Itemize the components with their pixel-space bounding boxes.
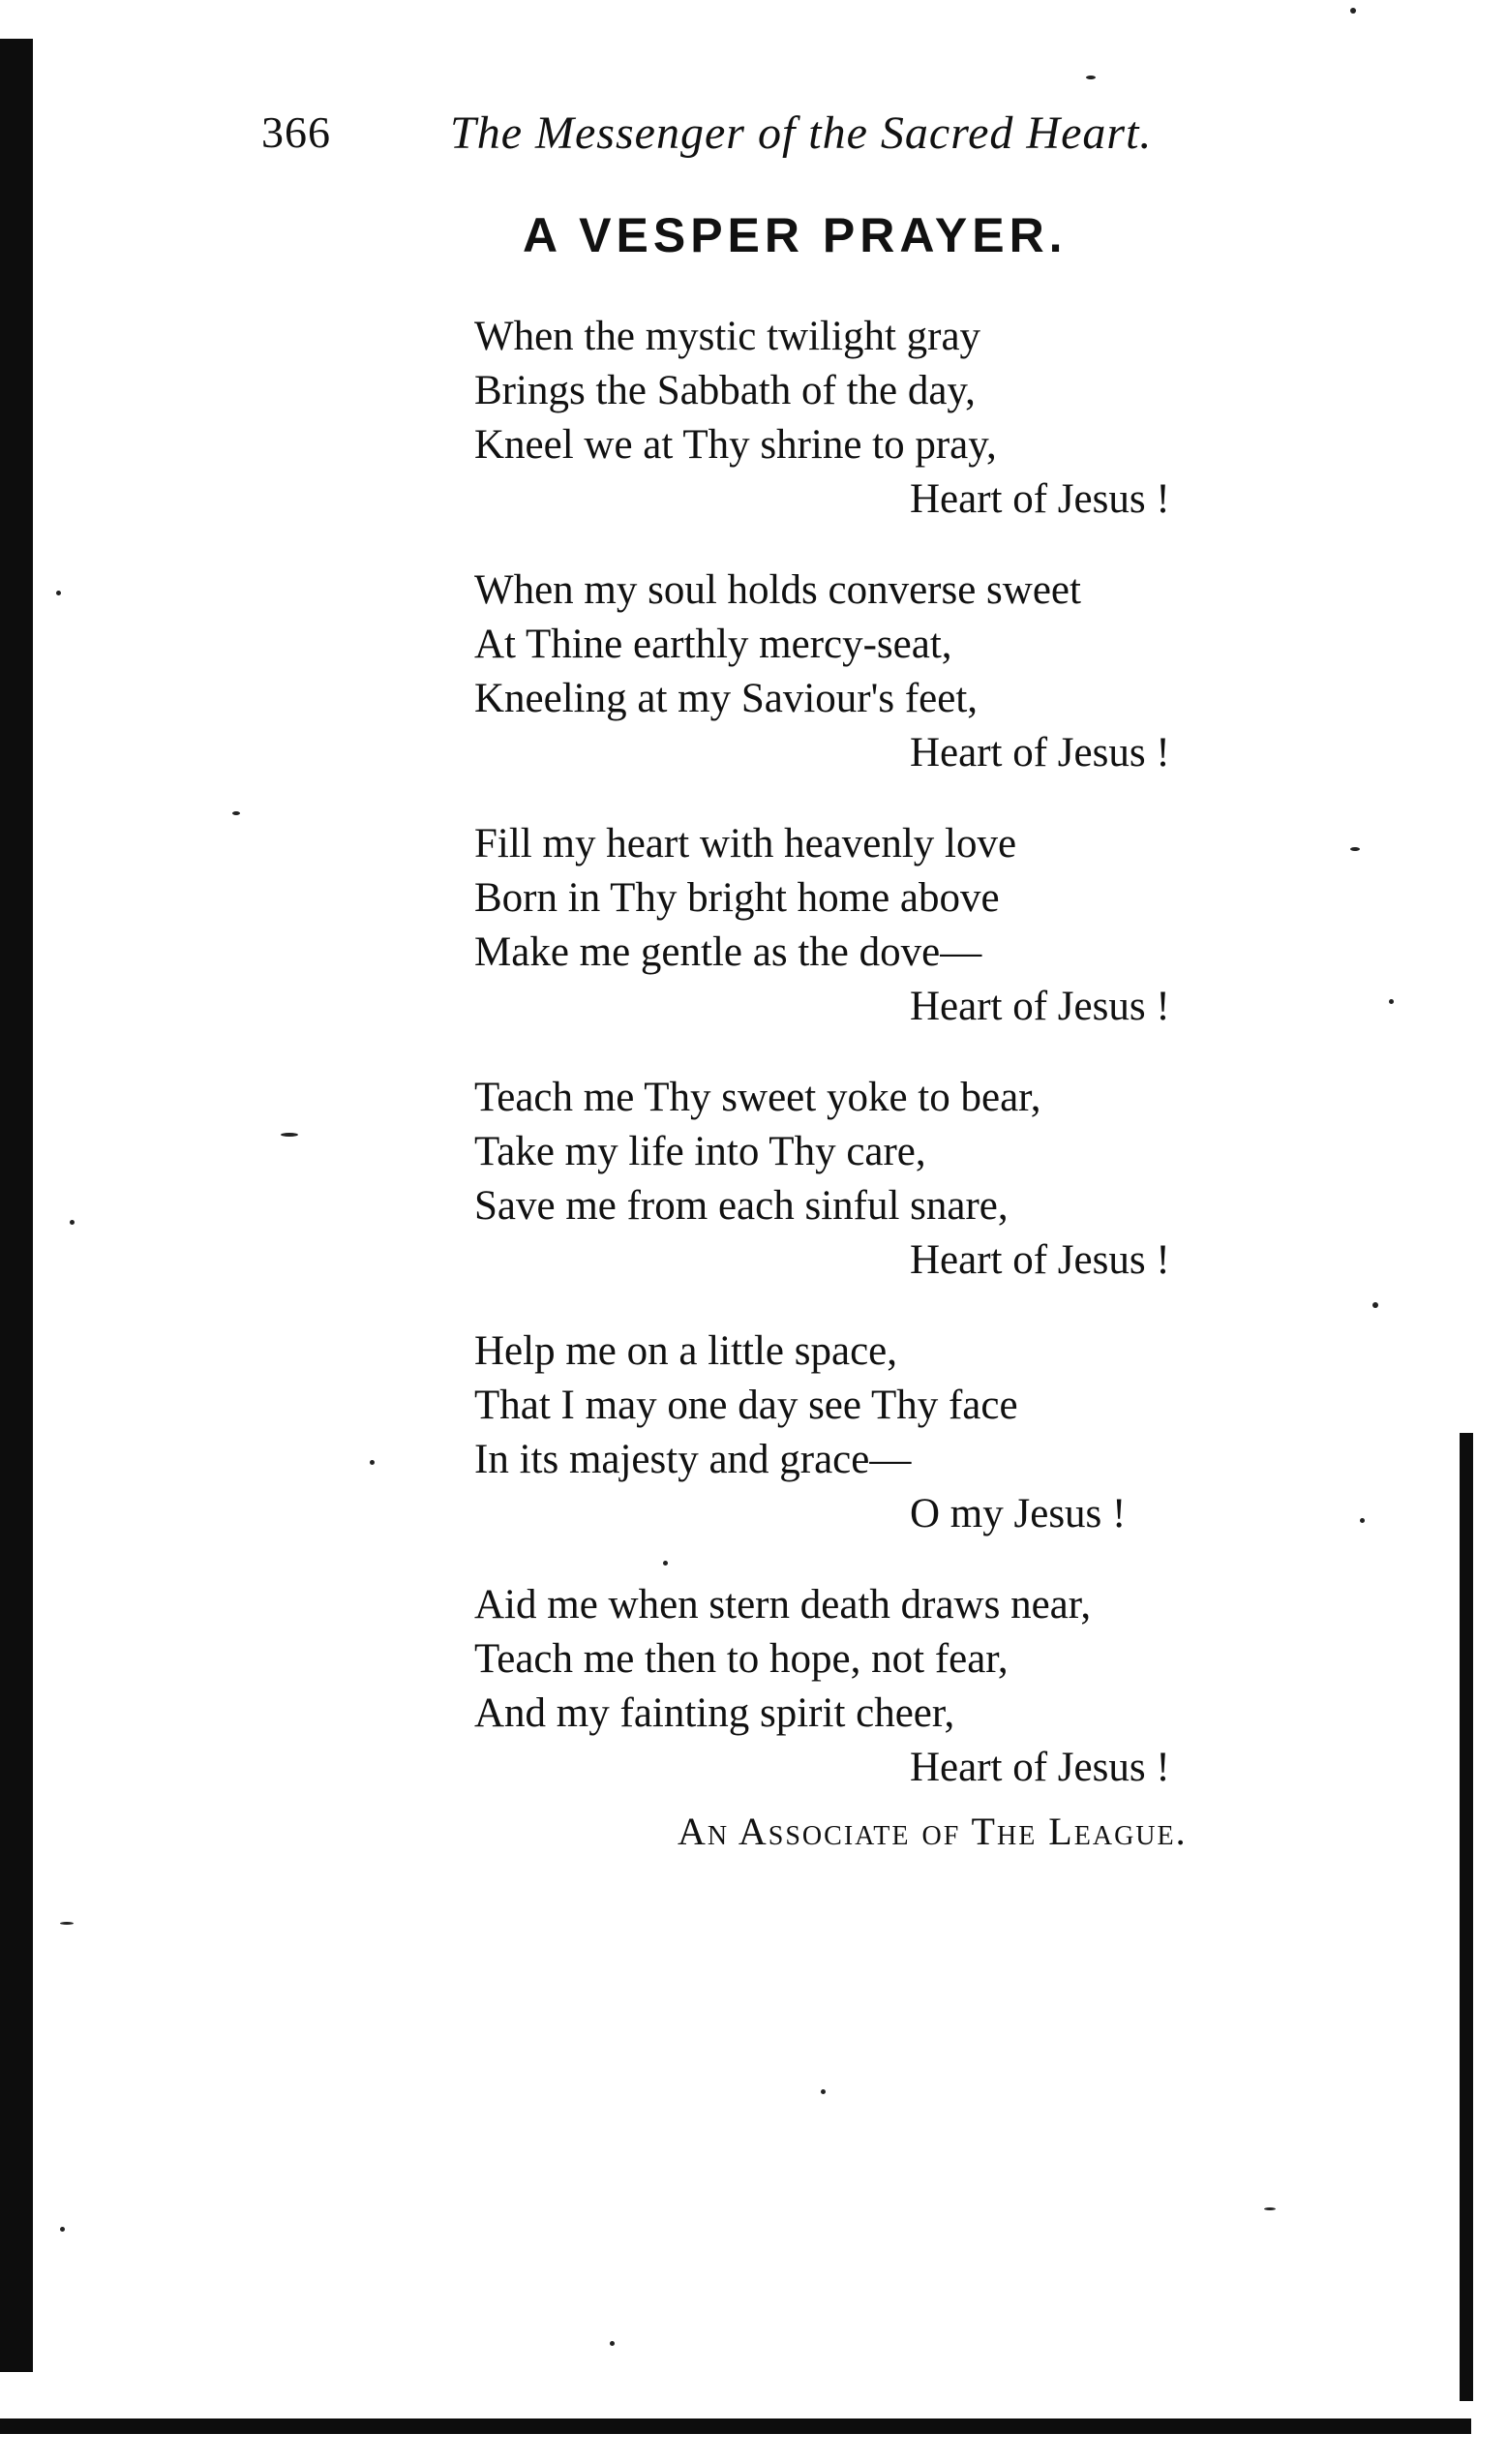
scan-speck [1264, 2207, 1276, 2210]
scan-speck [70, 1220, 75, 1225]
scan-speck [1350, 8, 1356, 14]
poem-line: Make me gentle as the dove— [474, 929, 982, 975]
scan-edge-right [1460, 1433, 1473, 2401]
page-number: 366 [261, 107, 331, 157]
poem-refrain: Heart of Jesus ! [910, 984, 1170, 1029]
stanza-3 [474, 817, 1268, 1034]
journal-title: The Messenger of the Sacred Heart. [450, 107, 1153, 159]
poem-body [474, 310, 1268, 1832]
scan-speck [281, 1133, 298, 1137]
scan-speck [370, 1460, 375, 1465]
poem-title: A VESPER PRAYER. [523, 208, 1068, 262]
poem-attribution: An Associate of The League. [678, 1810, 1188, 1853]
scan-speck [610, 2341, 615, 2346]
poem-refrain: O my Jesus ! [910, 1491, 1127, 1536]
poem-line: Brings the Sabbath of the day, [474, 368, 976, 413]
running-head [261, 106, 1287, 174]
poem-line: And my fainting spirit cheer, [474, 1690, 955, 1736]
scan-speck [1389, 999, 1394, 1004]
poem-line: Aid me when stern death draws near, [474, 1582, 1092, 1627]
scan-edge-left [0, 39, 33, 2372]
poem-line: Save me from each sinful snare, [474, 1183, 1009, 1229]
scan-speck [1372, 1302, 1378, 1308]
poem-refrain: Heart of Jesus ! [910, 1745, 1170, 1790]
poem-line: Help me on a little space, [474, 1328, 898, 1374]
poem-line: That I may one day see Thy face [474, 1383, 1018, 1428]
scan-speck [1350, 847, 1360, 851]
poem-line: Teach me then to hope, not fear, [474, 1636, 1009, 1682]
poem-refrain: Heart of Jesus ! [910, 1237, 1170, 1283]
poem-line: When the mystic twilight gray [474, 314, 981, 359]
poem-refrain: Heart of Jesus ! [910, 730, 1170, 776]
poem-line: Take my life into Thy care, [474, 1129, 926, 1174]
scan-speck [56, 591, 61, 595]
scan-speck [60, 2227, 65, 2232]
scan-speck [1360, 1518, 1365, 1523]
poem-line: In its majesty and grace— [474, 1437, 912, 1482]
stanza-4 [474, 1071, 1268, 1288]
scan-speck [1086, 76, 1096, 79]
scan-speck [821, 2089, 826, 2094]
stanza-2 [474, 563, 1268, 780]
poem-refrain: Heart of Jesus ! [910, 476, 1170, 522]
scan-speck [232, 811, 240, 815]
poem-line: When my soul holds converse sweet [474, 567, 1081, 613]
stanza-5 [474, 1324, 1268, 1541]
poem-line: Born in Thy bright home above [474, 875, 1000, 921]
stanza-6 [474, 1578, 1268, 1795]
stanza-1 [474, 310, 1268, 527]
poem-line: At Thine earthly mercy-seat, [474, 622, 952, 667]
scan-edge-bottom [0, 2418, 1471, 2434]
poem-line: Fill my heart with heavenly love [474, 821, 1017, 867]
scan-speck [60, 1922, 74, 1925]
poem-line: Teach me Thy sweet yoke to bear, [474, 1075, 1041, 1120]
poem-line: Kneeling at my Saviour's feet, [474, 676, 979, 721]
poem-line: Kneel we at Thy shrine to pray, [474, 422, 997, 468]
